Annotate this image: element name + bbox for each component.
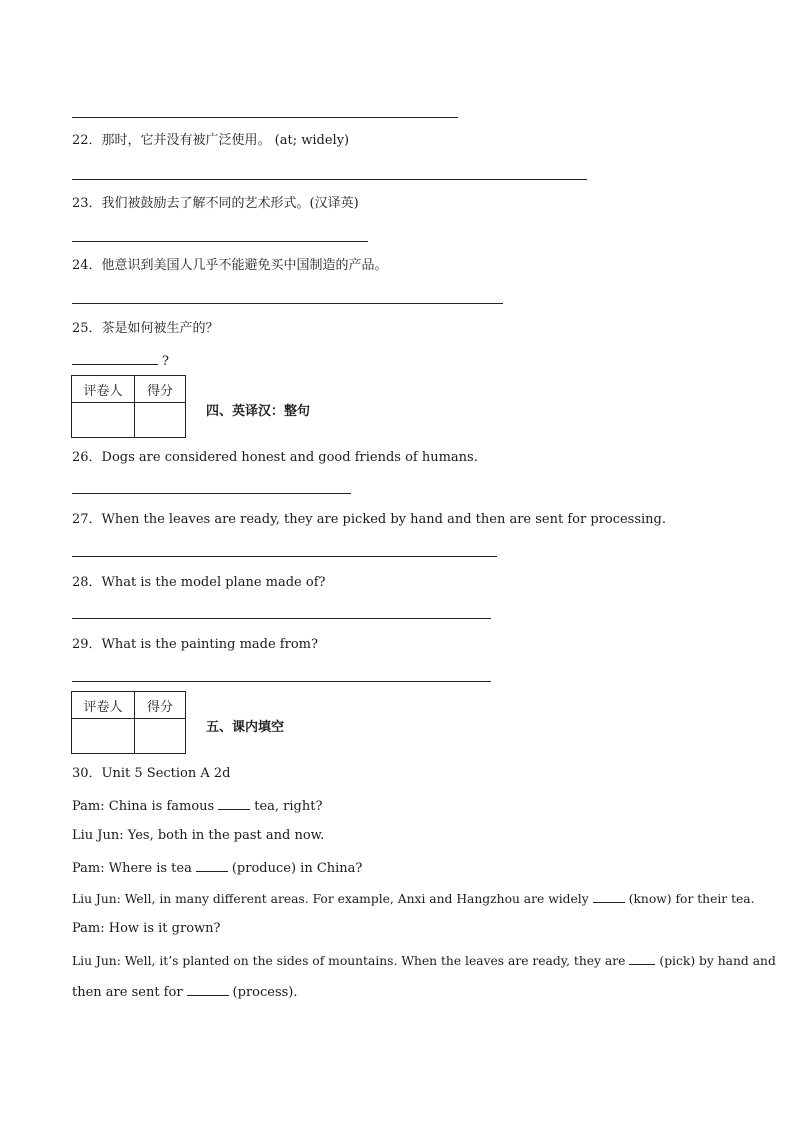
answer-line [72,303,503,304]
dialogue-text: (produce) in China? [231,861,363,876]
score-header: 得分 [135,376,186,403]
dialogue-line [72,797,322,815]
dialogue-text: (know) for their tea. [628,892,755,906]
dialogue-text: Pam: China is famous [72,799,215,814]
dialogue-text: (pick) by hand and [659,954,776,968]
question-22 [72,133,349,149]
grader-header: 评卷人 [72,376,135,403]
score-header: 得分 [135,692,186,719]
dialogue-text: (process). [232,985,298,1000]
question-25-answer [72,352,169,370]
question-number: 28． [72,575,102,590]
answer-line [72,117,458,118]
question-number: 27． [72,512,102,527]
question-number: 26． [72,450,102,465]
question-text: When the leaves are ready, they are picked by hand and then are sent for processing. [101,512,666,527]
answer-line [72,618,491,619]
dialogue-text: then are sent for [72,985,183,1000]
section-four-title: 四、英译汉：整句 [206,404,311,419]
question-27 [72,512,666,528]
question-number: 29． [72,637,102,652]
question-text: 茶是如何被生产的？ [101,321,219,336]
question-number: 22． [72,133,102,148]
answer-line [72,241,368,242]
dialogue-line [72,890,755,907]
grader-cell [72,403,135,438]
question-29 [72,637,318,653]
question-text: 他意识到美国人几乎不能避免买中国制造的产品。 [101,258,388,273]
question-text: 那时，它并没有被广泛使用。 (at; widely) [101,133,350,148]
question-text: 我们被鼓励去了解不同的艺术形式。(汉译英) [101,196,359,211]
score-table [71,691,186,754]
question-number: 25． [72,321,102,336]
dialogue-line [72,828,324,844]
question-text: Unit 5 Section A 2d [101,766,231,781]
section-five-title: 五、课内填空 [206,720,285,735]
dialogue-text: Liu Jun: Well, it’s planted on the sides of mountains. When the leaves are ready, they are [72,954,626,968]
dialogue-line [72,921,220,937]
answer-blank [72,352,158,365]
score-cell [135,719,186,754]
question-26 [72,450,478,466]
question-text: What is the painting made from? [101,637,318,652]
grader-cell [72,719,135,754]
answer-suffix: ? [162,354,169,369]
fill-blank [187,983,229,996]
question-23 [72,196,359,212]
question-24 [72,258,388,274]
fill-blank [218,797,250,810]
dialogue-text: tea, right? [254,799,323,814]
question-number: 24． [72,258,102,273]
dialogue-text: Liu Jun: Well, in many different areas. For example, Anxi and Hangzhou are widely [72,892,589,906]
dialogue-text: Liu Jun: Yes, both in the past and now. [72,828,325,843]
grader-header: 评卷人 [72,692,135,719]
answer-line [72,179,587,180]
score-table [71,375,186,438]
dialogue-text: Pam: Where is tea [72,861,192,876]
question-number: 30． [72,766,102,781]
fill-blank [593,890,625,903]
question-25 [72,321,219,337]
question-text: Dogs are considered honest and good friends of humans. [101,450,478,465]
answer-line [72,556,497,557]
question-30 [72,766,231,782]
question-number: 23． [72,196,102,211]
score-cell [135,403,186,438]
dialogue-text: Pam: How is it grown? [72,921,221,936]
dialogue-line [72,859,362,877]
question-text: What is the model plane made of? [101,575,326,590]
answer-line [72,493,351,494]
dialogue-line [72,952,776,969]
answer-line [72,681,491,682]
question-28 [72,575,326,591]
fill-blank [196,859,228,872]
fill-blank [629,952,655,965]
dialogue-line [72,983,298,1001]
